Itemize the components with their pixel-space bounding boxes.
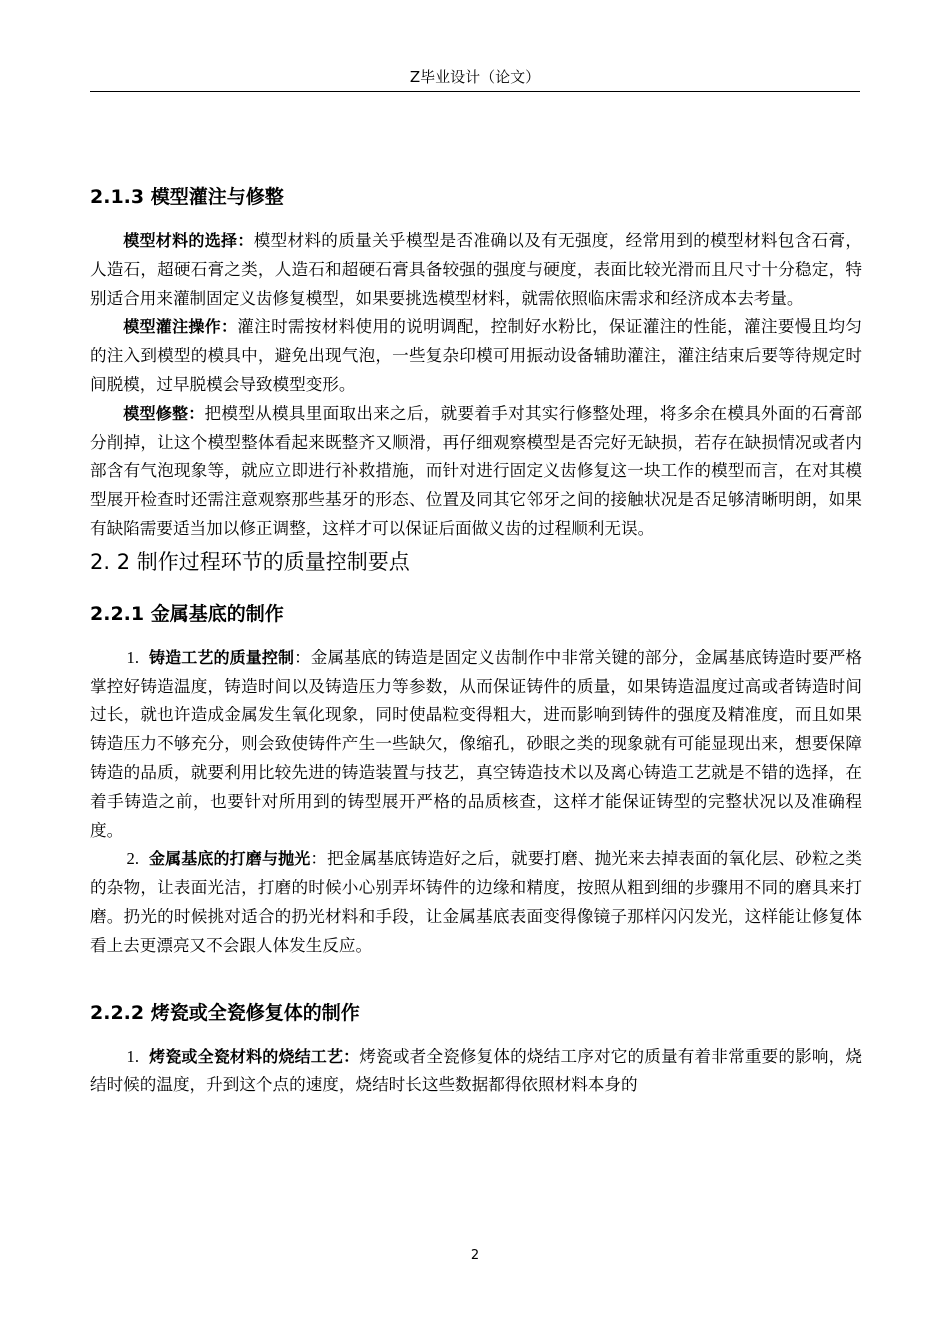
list-item-text: ：把金属基底铸造好之后，就要打磨、抛光来去掉表面的氧化层、砂粒之类的杂物，让表面光洁，打磨的时候小心别弄坏铸件的边缘和精度，按照从粗到细的步骤用不同的磨具来打磨。扔光的时候挑对适合的扔光材料和手段，让金属基底表面变得像镜子那样闪闪发光，这样能让修复体看上去更漂亮又不会跟人体发生反应。 bbox=[90, 849, 862, 955]
paragraph bbox=[90, 400, 862, 544]
page-header: Z毕业设计（论文） bbox=[409, 68, 541, 86]
list-item-text: 烤瓷或者全瓷修复体的烧结工序对它的质量有着非常重要的影响，烧结时候的温度，升到这个点的速度，烧结时长这些数据都得依照材料本身的 bbox=[90, 1046, 862, 1095]
list-item-label: 金属基底的打磨与抛光 bbox=[148, 849, 311, 869]
list-item-text: ：金属基底的铸造是固定义齿制作中非常关键的部分，金属基底铸造时要严格掌控好铸造温度，铸造时间以及铸造压力等参数，从而保证铸件的质量，如果铸造温度过高或者铸造时间过长，就也许造成金属发生氧化现象，同时使晶粒变得粗大，进而影响到铸件的强度及精准度，而且如果铸造压力不够充分，则会致使铸件产生一些缺欠，像缩孔，砂眼之类的现象就有可能显现出来，想要保障铸造的品质，就要利用比较先进的铸造装置与技艺，真空铸造技术以及离心铸造工艺就是不错的选择，在着手铸造之前，也要针对所用到的铸型展开严格的品质核查，这样才能保证铸型的完整状况以及准确程度。 bbox=[90, 647, 862, 840]
heading-2-2-2: 2.2.2 烤瓷或全瓷修复体的制作 bbox=[90, 1001, 360, 1024]
page-number: 2 bbox=[470, 1248, 480, 1263]
section-2-1-3 bbox=[90, 181, 862, 544]
heading-2-2: 2. 2 制作过程环节的质量控制要点 bbox=[90, 549, 410, 574]
section-2-2-2 bbox=[90, 997, 862, 1101]
paragraph-text: 把模型从模具里面取出来之后，就要着手对其实行修整处理，将多余在模具外面的石膏部分削掉，让这个模型整体看起来既整齐又顺滑，再仔细观察模型是否完好无缺损，若存在缺损情况或者内部含有气泡现象等，就应立即进行补救措施，而针对进行固定义齿修复这一块工作的模型而言，在对其模型展开检查时还需注意观察那些基牙的形态、位置及同其它邻牙之间的接触状况是否足够清晰明朗，如果有缺陷需要适当加以修正调整，这样才可以保证后面做义齿的过程顺利无误。 bbox=[90, 403, 862, 538]
list-number: 2. bbox=[126, 849, 139, 869]
list-item-label: 铸造工艺的质量控制 bbox=[148, 647, 295, 667]
paragraph-text: 模型材料的质量关乎模型是否准确以及有无强度，经常用到的模型材料包含石膏，人造石，超硬石膏之类，人造石和超硬石膏具备较强的强度与硬度，表面比较光滑而且尺寸十分稳定，特别适合用来灌制固定义齿修复模型，如果要挑选模型材料，就需依照临床需求和经济成本去考量。 bbox=[90, 231, 862, 308]
paragraph bbox=[90, 227, 862, 313]
paragraph bbox=[90, 313, 862, 399]
heading-2-2-1: 2.2.1 金属基底的制作 bbox=[90, 602, 284, 625]
paragraph-text: 灌注时需按材料使用的说明调配，控制好水粉比，保证灌注的性能，灌注要慢且均匀的注入到模型的模具中，避免出现气泡，一些复杂印模可用振动设备辅助灌注，灌注结束后要等待规定时间脱模，过早脱模会导致模型变形。 bbox=[90, 317, 862, 394]
list-number: 1. bbox=[126, 647, 139, 667]
list-number: 1. bbox=[126, 1046, 139, 1066]
paragraph-label: 模型材料的选择： bbox=[123, 231, 254, 250]
list-item bbox=[90, 1043, 862, 1101]
page-content bbox=[90, 181, 862, 1100]
header-divider bbox=[90, 91, 860, 92]
paragraph-label: 模型修整： bbox=[123, 403, 205, 423]
heading-2-1-3: 2.1.3 模型灌注与修整 bbox=[90, 186, 284, 208]
paragraph-label: 模型灌注操作： bbox=[123, 317, 238, 337]
list-item-label: 烤瓷或全瓷材料的烧结工艺： bbox=[148, 1046, 360, 1066]
list-item bbox=[90, 845, 862, 960]
list-item bbox=[90, 644, 862, 846]
section-2-2-1 bbox=[90, 598, 862, 961]
